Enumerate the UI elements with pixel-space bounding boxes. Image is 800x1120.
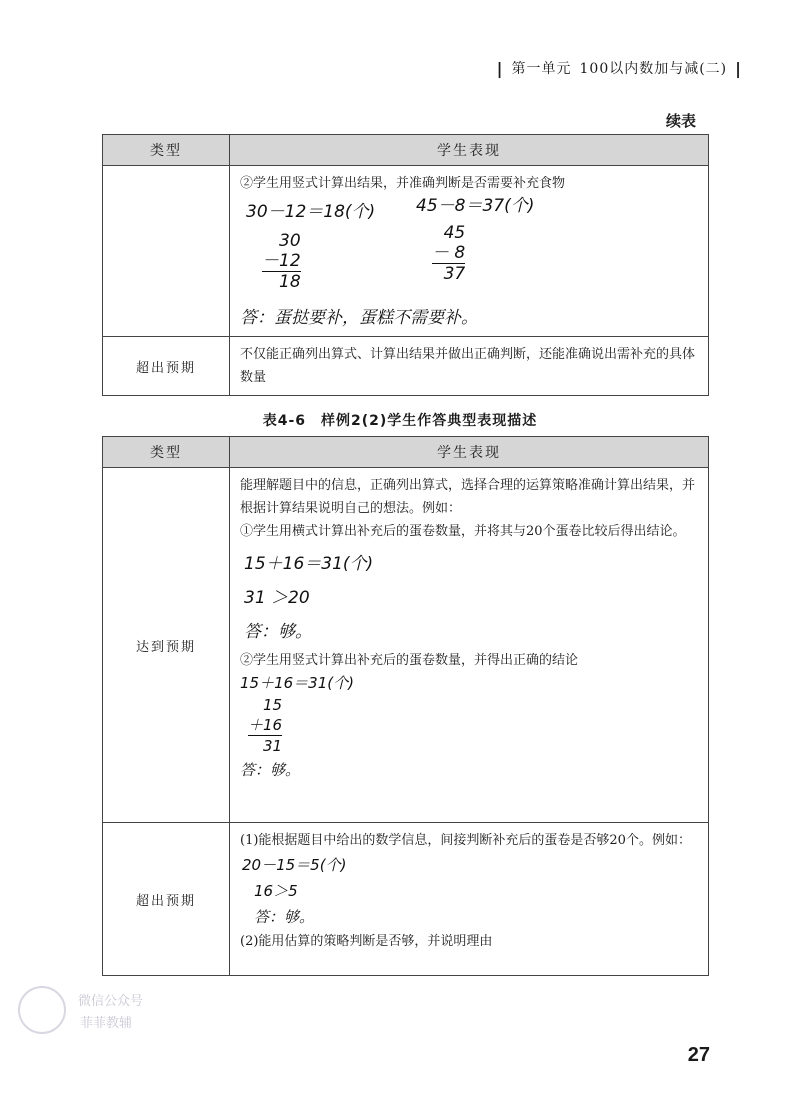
- hw-line-5: 答：够。: [240, 761, 301, 779]
- header-title: 100以内数加与减(二): [579, 61, 728, 77]
- header-bar-left: |: [496, 58, 504, 78]
- col-type-header: 类型: [103, 135, 230, 166]
- hw-equation-2: 45－8＝37(个): [416, 196, 535, 216]
- v2-mid: － 8: [432, 243, 466, 263]
- table-caption: 表4-6 样例2(2)学生作答典型表现描述: [262, 413, 538, 429]
- hw-answer: 答：蛋挞要补，蛋糕不需要补。: [240, 308, 478, 328]
- v1-mid: －12: [262, 251, 301, 271]
- type-cell: 达到预期: [103, 468, 230, 823]
- sub-item-1: ①学生用横式计算出补充后的蛋卷数量，并将其与20个蛋卷比较后得出结论。: [240, 524, 686, 539]
- header-bar-right: |: [735, 58, 742, 78]
- hw-line-2: 31 ＞20: [244, 588, 310, 608]
- table-header-row: [103, 437, 709, 468]
- performance-cell: [230, 166, 709, 337]
- performance-cell: 不仅能正确列出算式、计算出结果并做出正确判断，还能准确说出需补充的具体数量: [230, 337, 709, 396]
- handwriting-area: [240, 195, 698, 307]
- performance-cell: [230, 823, 709, 976]
- col-performance-header: 学生表现: [230, 437, 709, 468]
- hw-vertical-calc-1: [262, 231, 301, 292]
- hw-line-1: 15＋16＝31(个): [244, 554, 374, 574]
- v2-top: 45: [443, 223, 466, 243]
- hw-line-4: 15＋16＝31(个): [240, 674, 354, 692]
- table-4-6: [102, 436, 709, 976]
- handwriting-block-1: [240, 547, 698, 649]
- v-top: 15: [263, 696, 283, 714]
- sub-item-2: ②学生用竖式计算出补充后的蛋卷数量，并得出正确的结论: [240, 653, 579, 668]
- performance-cell: [230, 468, 709, 823]
- table-row: [103, 166, 709, 337]
- watermark-logo-icon: [18, 986, 66, 1034]
- col-performance-header: 学生表现: [230, 135, 709, 166]
- hw-line-2: 16＞5: [254, 882, 298, 900]
- continued-label: 续表: [665, 112, 696, 130]
- hw-line-3: 答：够。: [244, 622, 312, 642]
- type-cell: 超出预期: [103, 337, 230, 396]
- sub-item-1: (1)能根据题目中给出的数学信息，间接判断补充后的蛋卷是否够20个。例如：: [240, 833, 691, 848]
- handwriting-block: [240, 852, 698, 930]
- v2-result: 37: [432, 263, 465, 284]
- watermark-line-2: 菲菲教辅: [80, 1016, 133, 1031]
- hw-line-3: 答：够。: [254, 908, 315, 926]
- table-row: [103, 337, 709, 396]
- hw-vertical-calc: [248, 695, 282, 756]
- running-header: [497, 58, 742, 78]
- table-header-row: [103, 135, 709, 166]
- col-type-header: 类型: [103, 437, 230, 468]
- table-continued: [102, 134, 709, 396]
- row-intro: ②学生用竖式计算出结果，并准确判断是否需要补充食物: [240, 176, 566, 191]
- hw-vertical-calc-2: [432, 223, 465, 284]
- watermark-line-1: 微信公众号: [78, 994, 144, 1009]
- v-mid: ＋16: [248, 716, 283, 734]
- page-number: 27: [687, 1044, 710, 1066]
- watermark: [18, 978, 148, 1038]
- table-row: [103, 823, 709, 976]
- hw-equation-1: 30－12＝18(个): [246, 202, 376, 222]
- v1-result: 18: [262, 271, 301, 292]
- hw-line-1: 20－15＝5(个): [242, 856, 347, 874]
- type-cell: 超出预期: [103, 823, 230, 976]
- header-unit: 第一单元: [511, 61, 572, 77]
- v1-top: 30: [279, 231, 301, 251]
- sub-item-2: (2)能用估算的策略判断是否够，并说明理由: [240, 934, 493, 949]
- type-cell-empty: [103, 166, 230, 337]
- row-intro: 能理解题目中的信息，正确列出算式，选择合理的运算策略准确计算出结果，并根据计算结果说明自己的想法。例如：: [240, 478, 696, 516]
- table-row: [103, 468, 709, 823]
- v-result: 31: [248, 735, 282, 756]
